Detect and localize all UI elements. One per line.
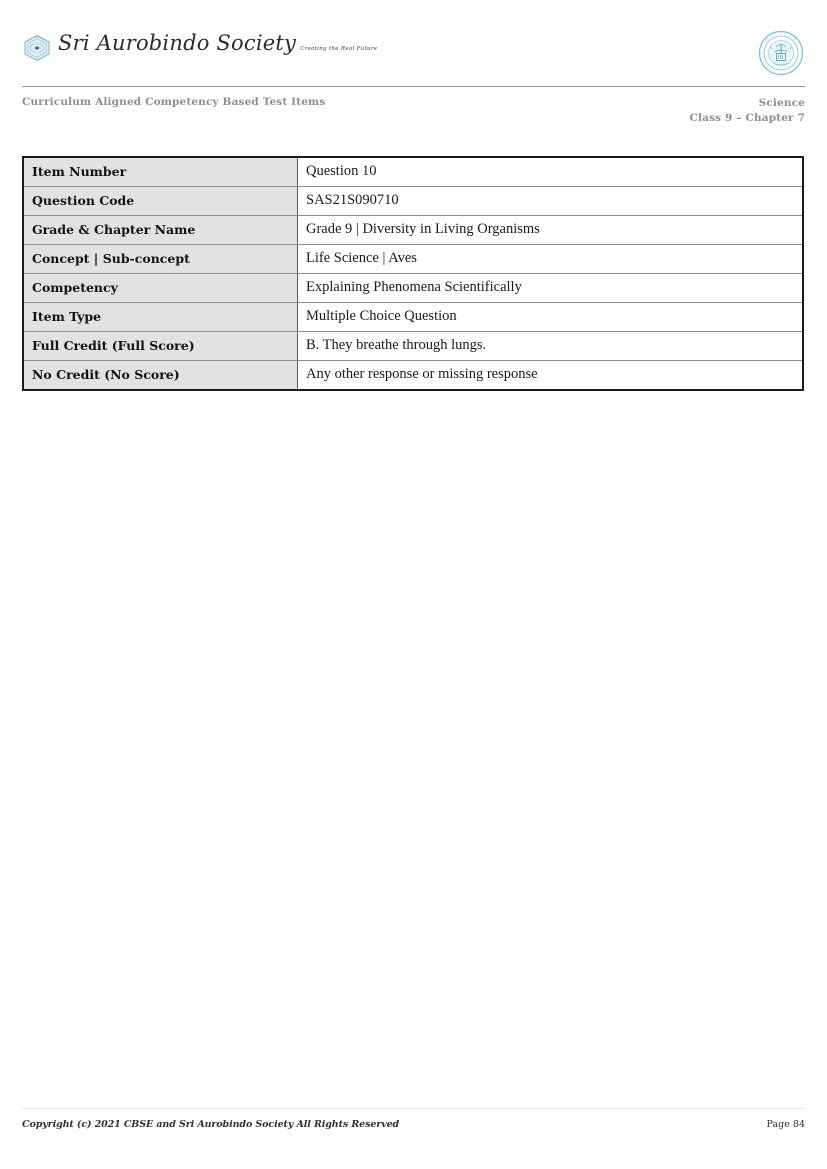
table-row (23, 157, 803, 187)
table-row (23, 187, 803, 216)
table-row (23, 245, 803, 274)
cbse-seal-icon (758, 30, 804, 76)
table-body (23, 157, 803, 390)
row-value: Life Science | Aves (298, 245, 804, 274)
table-row (23, 274, 803, 303)
row-label: No Credit (No Score) (23, 361, 298, 391)
row-label: Competency (23, 274, 298, 303)
row-label: Question Code (23, 187, 298, 216)
row-label: Concept | Sub-concept (23, 245, 298, 274)
document-title: Curriculum Aligned Competency Based Test Items (22, 96, 326, 108)
sri-aurobindo-society-logo (22, 32, 385, 62)
footer-divider (22, 1108, 805, 1109)
row-label: Grade & Chapter Name (23, 216, 298, 245)
table-row (23, 332, 803, 361)
item-details-table (22, 156, 804, 391)
brand-tagline: Creating the Real Future (300, 46, 378, 52)
page-header (0, 0, 827, 86)
row-value: Multiple Choice Question (298, 303, 804, 332)
header-divider (22, 86, 805, 87)
table-row (23, 303, 803, 332)
brand-wordmark: Sri Aurobindo Society (58, 31, 297, 55)
row-value: SAS21S090710 (298, 187, 804, 216)
table-row (23, 361, 803, 391)
class-chapter-label: Class 9 – Chapter 7 (689, 112, 805, 124)
header-subject-block (689, 96, 805, 126)
row-value: Any other response or missing response (298, 361, 804, 391)
page-number: Page 84 (766, 1119, 805, 1130)
sri-aurobindo-hexagon-emblem-icon (22, 34, 52, 62)
row-label: Item Type (23, 303, 298, 332)
row-label: Full Credit (Full Score) (23, 332, 298, 361)
header-meta (22, 96, 805, 136)
row-value: B. They breathe through lungs. (298, 332, 804, 361)
subject-label: Science (758, 97, 805, 109)
copyright-notice: Copyright (c) 2021 CBSE and Sri Aurobindo Society All Rights Reserved (22, 1119, 400, 1130)
brand-text-block (58, 32, 385, 55)
row-value: Question 10 (298, 157, 804, 187)
row-value: Grade 9 | Diversity in Living Organisms (298, 216, 804, 245)
page-footer (22, 1119, 805, 1139)
row-value: Explaining Phenomena Scientifically (298, 274, 804, 303)
row-label: Item Number (23, 157, 298, 187)
table-row (23, 216, 803, 245)
